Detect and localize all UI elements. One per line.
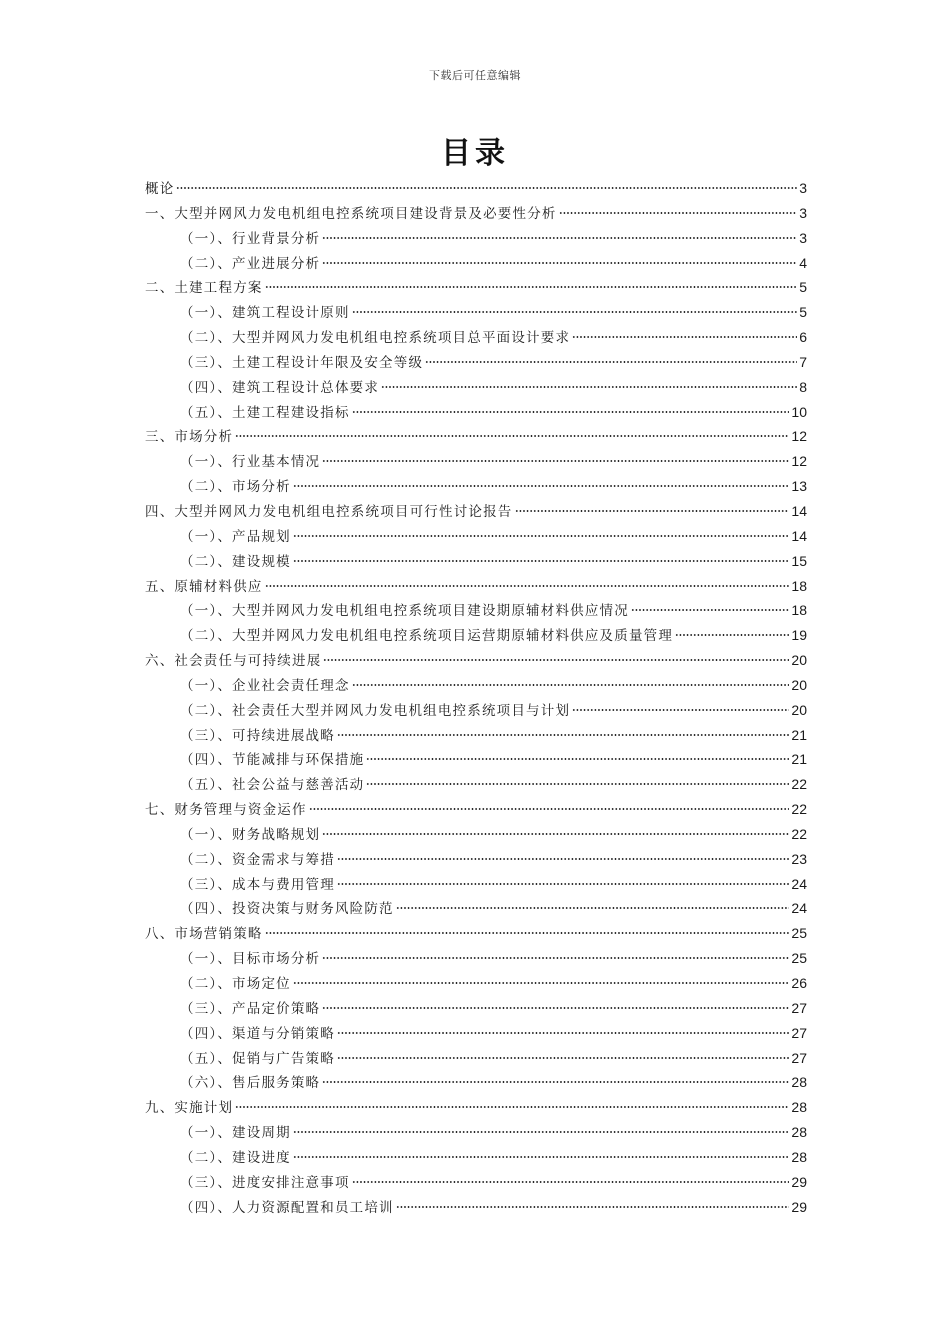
toc-entry-page-number[interactable]: 28 [791,1124,807,1141]
toc-entry-label[interactable]: （一）、行业基本情况 [180,454,321,471]
dot-leader [366,783,789,785]
dot-leader [323,659,789,661]
toc-entry-page-number[interactable]: 3 [799,229,807,246]
toc-entry-label[interactable]: 一、大型并网风力发电机组电控系统项目建设背景及必要性分析 [145,205,557,222]
toc-entry-label[interactable]: （二）、大型并网风力发电机组电控系统项目运营期原辅材料供应及质量管理 [180,628,674,645]
toc-entry-page-number[interactable]: 24 [791,900,807,917]
toc-entry-label[interactable]: （三）、成本与费用管理 [180,876,335,893]
toc-entry-label[interactable]: （一）、目标市场分析 [180,951,321,968]
toc-entry[interactable] [145,996,807,1021]
toc-entry-page-number[interactable]: 28 [791,1074,807,1091]
dot-leader [265,932,790,934]
toc-entry[interactable] [145,275,807,300]
dot-leader [559,212,798,214]
toc-entry-label[interactable]: （三）、土建工程设计年限及安全等级 [180,354,424,371]
dot-leader [293,982,790,984]
toc-entry-label[interactable]: （二）、产业进展分析 [180,255,321,272]
toc-entry-label[interactable]: （五）、促销与广告策略 [180,1050,335,1067]
toc-entry[interactable] [145,176,807,201]
page-header: 下载后可任意编辑 [429,69,521,82]
toc-entry-label[interactable]: （一）、行业背景分析 [180,230,321,247]
dot-leader [337,858,789,860]
dot-leader [352,411,790,413]
table-of-contents [145,176,807,1219]
toc-entry[interactable] [145,797,807,822]
toc-entry-page-number[interactable]: 12 [791,428,807,445]
dot-leader [322,1007,789,1009]
toc-entry-page-number[interactable]: 29 [791,1198,807,1215]
toc-entry-page-number[interactable]: 15 [791,552,807,569]
dot-leader [293,485,790,487]
toc-entry-page-number[interactable]: 3 [799,204,807,221]
toc-entry-page-number[interactable]: 21 [791,726,807,743]
toc-entry-label[interactable]: （四）、节能减排与环保措施 [180,752,365,769]
toc-entry-label[interactable]: （一）、财务战略规划 [180,826,321,843]
dot-leader [322,957,789,959]
toc-entry[interactable] [145,1145,807,1170]
toc-entry-page-number[interactable]: 27 [791,999,807,1016]
toc-entry[interactable] [145,201,807,226]
toc-entry[interactable] [145,300,807,325]
dot-leader [293,1156,790,1158]
toc-entry-page-number[interactable]: 7 [799,353,807,370]
toc-entry[interactable] [145,747,807,772]
toc-entry-label[interactable]: （三）、可持续进展战略 [180,727,335,744]
dot-leader [337,1032,789,1034]
toc-entry[interactable] [145,1021,807,1046]
toc-entry-label[interactable]: 二、土建工程方案 [145,280,263,297]
toc-entry-page-number[interactable]: 22 [791,801,807,818]
dot-leader [337,734,789,736]
toc-entry-label[interactable]: 四、大型并网风力发电机组电控系统项目可行性讨论报告 [145,503,513,520]
dot-leader [675,634,789,636]
toc-entry-label[interactable]: （一）、企业社会责任理念 [180,677,350,694]
toc-entry-page-number[interactable]: 25 [791,950,807,967]
toc-entry-page-number[interactable]: 13 [791,478,807,495]
toc-entry[interactable] [145,524,807,549]
dot-leader [352,1181,790,1183]
dot-leader [572,709,789,711]
toc-entry-page-number[interactable]: 22 [791,776,807,793]
toc-entry-label[interactable]: （一）、建筑工程设计原则 [180,305,350,322]
toc-entry-label[interactable]: （一）、产品规划 [180,528,291,545]
toc-entry-page-number[interactable]: 28 [791,1099,807,1116]
toc-entry-page-number[interactable]: 26 [791,975,807,991]
toc-entry[interactable] [145,822,807,847]
dot-leader [265,286,798,288]
dot-leader [631,609,789,611]
dot-leader [322,262,797,264]
dot-leader [337,1057,789,1059]
dot-leader [309,808,790,810]
toc-entry-label[interactable]: （三）、产品定价策略 [180,1000,321,1017]
toc-entry-page-number[interactable]: 18 [791,577,807,594]
toc-entry-page-number[interactable]: 20 [791,652,807,669]
toc-entry[interactable] [145,1095,807,1120]
toc-entry-label[interactable]: （三）、进度安排注意事项 [180,1174,350,1191]
toc-entry-label[interactable]: （二）、市场分析 [180,479,291,496]
toc-entry-label[interactable]: 九、实施计划 [145,1100,234,1117]
toc-entry[interactable] [145,375,807,400]
toc-entry[interactable] [145,449,807,474]
toc-entry[interactable] [145,1120,807,1145]
toc-entry-page-number[interactable]: 24 [791,875,807,892]
toc-entry[interactable] [145,698,807,723]
toc-entry-page-number[interactable]: 28 [791,1148,807,1165]
dot-leader [293,1131,790,1133]
toc-entry[interactable] [145,847,807,872]
dot-leader [322,237,797,239]
toc-entry[interactable] [145,350,807,375]
toc-entry-label[interactable]: （四）、投资决策与财务风险防范 [180,901,394,918]
toc-entry-label[interactable]: （四）、人力资源配置和员工培训 [180,1199,394,1216]
toc-entry[interactable] [145,921,807,946]
toc-entry-page-number[interactable]: 20 [791,676,807,693]
toc-entry-page-number[interactable]: 14 [791,527,807,544]
toc-entry-label[interactable]: 三、市场分析 [145,429,234,446]
toc-entry-page-number[interactable]: 14 [791,502,807,519]
dot-leader [322,833,789,835]
toc-entry-page-number[interactable]: 8 [799,378,807,395]
toc-entry-label[interactable]: （一）、建设周期 [180,1125,291,1142]
dot-leader [176,187,797,189]
toc-entry[interactable] [145,474,807,499]
toc-entry[interactable] [145,226,807,251]
toc-entry[interactable] [145,325,807,350]
dot-leader [235,1106,789,1108]
toc-entry-page-number[interactable]: 5 [799,279,807,296]
dot-leader [572,336,797,338]
toc-entry[interactable] [145,772,807,797]
toc-entry-page-number[interactable]: 25 [791,925,807,942]
toc-entry[interactable] [145,946,807,971]
dot-leader [265,585,790,587]
toc-entry-page-number[interactable]: 20 [791,701,807,718]
toc-title: 目录 [441,136,509,171]
toc-entry-label[interactable]: （四）、渠道与分销策略 [180,1025,335,1042]
dot-leader [352,684,790,686]
toc-entry[interactable] [145,896,807,921]
toc-entry[interactable] [145,400,807,425]
toc-entry[interactable] [145,1195,807,1220]
toc-entry[interactable] [145,971,807,996]
dot-leader [352,311,798,313]
toc-entry[interactable] [145,424,807,449]
toc-entry[interactable] [145,1170,807,1195]
toc-entry-page-number[interactable]: 27 [791,1024,807,1041]
toc-entry-label[interactable]: （二）、建设规模 [180,553,291,570]
toc-entry[interactable] [145,673,807,698]
toc-entry-label[interactable]: 概论 [145,181,175,197]
toc-entry-label[interactable]: （五）、土建工程建设指标 [180,404,350,421]
toc-entry[interactable] [145,598,807,623]
dot-leader [515,510,790,512]
dot-leader [366,758,789,760]
toc-entry-page-number[interactable]: 22 [791,825,807,842]
toc-entry-page-number[interactable]: 21 [791,751,807,768]
toc-entry-label[interactable]: （二）、大型并网风力发电机组电控系统项目总平面设计要求 [180,330,571,347]
toc-entry-page-number[interactable]: 5 [799,304,807,321]
toc-entry-label[interactable]: （五）、社会公益与慈善活动 [180,777,365,794]
toc-entry[interactable] [145,723,807,748]
dot-leader [322,1081,789,1083]
dot-leader [322,460,789,462]
toc-entry-label[interactable]: （二）、市场定位 [180,976,291,992]
toc-entry[interactable] [145,872,807,897]
toc-entry-page-number[interactable]: 12 [791,453,807,470]
toc-entry-label[interactable]: （四）、建筑工程设计总体要求 [180,379,380,396]
dot-leader [396,907,790,909]
dot-leader [293,560,790,562]
toc-entry-page-number[interactable]: 6 [799,329,807,346]
toc-entry-label[interactable]: （一）、大型并网风力发电机组电控系统项目建设期原辅材料供应情况 [180,603,629,620]
dot-leader [337,883,789,885]
toc-entry-label[interactable]: （二）、建设进度 [180,1149,291,1166]
dot-leader [381,386,797,388]
toc-entry-page-number[interactable]: 4 [799,254,807,271]
dot-leader [425,361,797,363]
toc-entry[interactable] [145,499,807,524]
toc-entry-label[interactable]: 五、原辅材料供应 [145,578,263,595]
toc-entry[interactable] [145,648,807,673]
toc-entry-label[interactable]: （二）、社会责任大型并网风力发电机组电控系统项目与计划 [180,702,571,719]
toc-entry[interactable] [145,1046,807,1071]
toc-entry-page-number[interactable]: 10 [791,403,807,420]
toc-entry-page-number[interactable]: 23 [791,850,807,867]
toc-entry-label[interactable]: （六）、售后服务策略 [180,1075,321,1092]
toc-entry[interactable] [145,574,807,599]
toc-entry-page-number[interactable]: 27 [791,1049,807,1066]
toc-entry-page-number[interactable]: 19 [791,627,807,644]
dot-leader [396,1206,790,1208]
toc-entry-label[interactable]: （二）、资金需求与筹措 [180,851,335,868]
dot-leader [293,535,790,537]
toc-entry-page-number[interactable]: 29 [791,1173,807,1190]
toc-entry[interactable] [145,1070,807,1095]
toc-entry-page-number[interactable]: 18 [791,602,807,619]
toc-entry[interactable] [145,549,807,574]
toc-entry[interactable] [145,251,807,276]
dot-leader [235,435,789,437]
toc-entry[interactable] [145,623,807,648]
toc-entry-label[interactable]: 八、市场营销策略 [145,926,263,943]
toc-entry-label[interactable]: 六、社会责任与可持续进展 [145,653,322,670]
toc-entry-label[interactable]: 七、财务管理与资金运作 [145,802,307,819]
toc-entry-page-number[interactable]: 3 [799,180,807,196]
